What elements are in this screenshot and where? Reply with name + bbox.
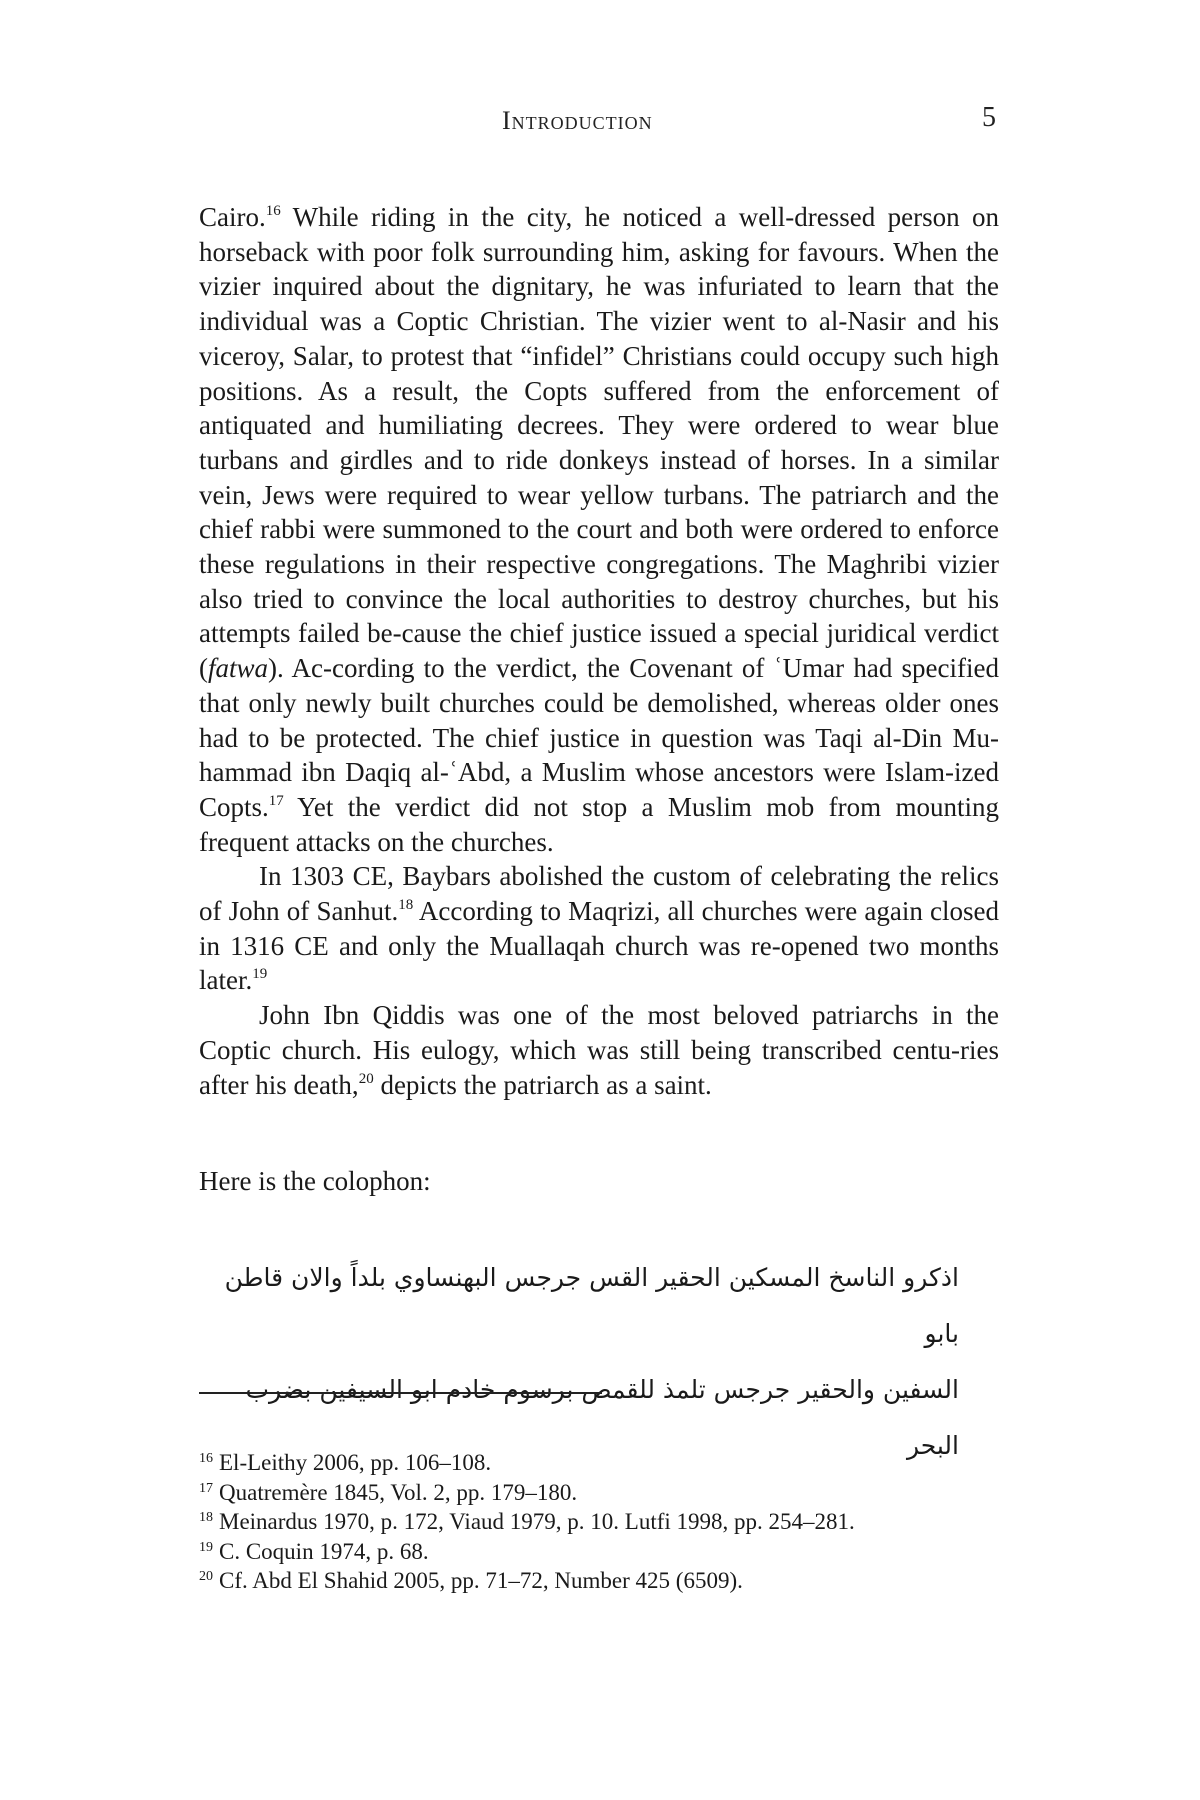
running-title: Introduction — [502, 106, 653, 135]
colophon-intro: Here is the colophon: — [199, 1166, 431, 1196]
fatwa-term: fatwa — [208, 653, 269, 684]
footnote-number: 20 — [199, 1569, 213, 1584]
paragraph-1 — [199, 200, 999, 859]
footnote-17 — [199, 1478, 999, 1508]
footnote-ref-20: 20 — [358, 1070, 374, 1087]
footnote-number: 16 — [199, 1451, 213, 1466]
footnote-number: 17 — [199, 1480, 213, 1496]
footnote-text: Meinardus 1970, p. 172, Viaud 1979, p. 10. Lutfi 1998, pp. 254–281. — [219, 1509, 855, 1534]
running-header — [0, 102, 1200, 142]
footnote-text: Cf. Abd El Shahid 2005, pp. 71–72, Number 425 (6509). — [219, 1568, 743, 1593]
footnote-19 — [199, 1537, 999, 1567]
arabic-colophon — [199, 1250, 959, 1474]
footnote-ref-17: 17 — [268, 792, 284, 809]
footnote-number: 19 — [199, 1539, 213, 1555]
footnote-16 — [199, 1448, 999, 1478]
footnote-text: Quatremère 1845, Vol. 2, pp. 179–180. — [219, 1479, 578, 1505]
main-text — [199, 200, 999, 1102]
arabic-line-1: اذكرو الناسخ المسكين الحقير القس جرجس البهنساوي بلداً والان قاطن بابو — [224, 1263, 959, 1348]
footnote-ref-16: 16 — [265, 203, 281, 219]
footnote-18 — [199, 1507, 999, 1537]
footnote-text: C. Coquin 1974, p. 68. — [219, 1538, 429, 1564]
footnote-text: El-Leithy 2006, pp. 106–108. — [219, 1450, 492, 1475]
arabic-line-2: السفين والحقير جرجس تلمذ للقمص برسوم خادم ابو السيفين بضرب البحر — [245, 1375, 959, 1460]
paragraph-1-text-a: Cairo. — [199, 202, 266, 232]
paragraph-3-text-a: John Ibn Qiddis was one of the most beloved patriarchs in the Coptic church. His eulogy, which was still being transcribed centu-ries after his death, — [199, 1000, 999, 1100]
footnote-20 — [199, 1566, 999, 1596]
paragraph-1-text-c: ). Ac-cording to the verdict, the Covenant of ʿUmar had specified that only newly built churches could be demolished, whereas older ones had to be protected. The chief justice in question was Taqi al-Din Mu-hammad ibn Daqiq al-ʿAbd, a Muslim whose ancestors were Islam-ized Copts. — [199, 653, 999, 822]
paragraph-3-text-b: depicts the patriarch as a saint. — [373, 1069, 712, 1100]
paragraph-2 — [199, 859, 999, 998]
footnote-divider — [199, 1392, 602, 1394]
paragraph-3 — [199, 998, 999, 1102]
page-number: 5 — [982, 102, 996, 133]
footnote-ref-19: 19 — [252, 966, 268, 983]
footnote-ref-18: 18 — [398, 897, 414, 914]
paragraph-2-text-a: In 1303 CE, Baybars abolished the custom of celebrating the relics of John of Sanhut. — [199, 861, 999, 927]
paragraph-1-text-b: While riding in the city, he noticed a well-dressed person on horseback with poor folk surrounding him, asking for favours. When the vizier inquired about the dignitary, he was infuriated to learn that the individual was a Coptic Christian. The vizier went to al-Nasir and his viceroy, Salar, to protest that “infidel” Christians could occupy such high positions. As a result, the Copts suffered from the enforcement of antiquated and humiliating decrees. They were ordered to wear blue turbans and girdles and to ride donkeys instead of horses. In a similar vein, Jews were required to wear yellow turbans. The patriarch and the chief rabbi were summoned to the court and both were ordered to enforce these regulations in their respective congregations. The Maghribi vizier also tried to convince the local authorities to destroy churches, but his attempts failed be-cause the chief justice issued a special juridical verdict ( — [199, 202, 999, 684]
paragraph-1-text-d: Yet the verdict did not stop a Muslim mob from mounting frequent attacks on the churches. — [199, 791, 999, 857]
paragraph-2-text-b: According to Maqrizi, all churches were again closed in 1316 CE and only the Muallaqah church was re-opened two months later. — [199, 896, 999, 996]
footnote-number: 18 — [199, 1510, 213, 1525]
footnotes — [199, 1448, 999, 1596]
